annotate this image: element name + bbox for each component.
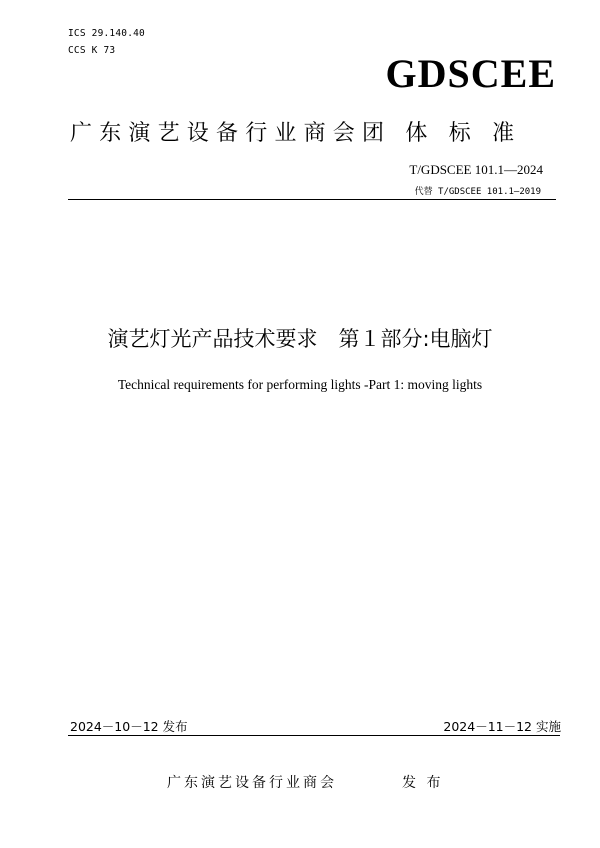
standard-number: T/GDSCEE 101.1—2024 — [409, 162, 543, 177]
organization-logo-text: GDSCEE — [385, 51, 556, 96]
publisher-name: 广东演艺设备行业商会 — [167, 775, 337, 791]
standard-type-heading: 广东演艺设备行业商会团 体 标 准 — [70, 121, 522, 146]
document-title-english: Technical requirements for performing lights -Part 1: moving lights — [117, 377, 483, 392]
ics-code: ICS 29.140.40 — [68, 28, 145, 39]
issue-date: 2024－10－12 发布 — [70, 719, 188, 734]
footer-divider — [68, 735, 560, 736]
header-divider — [68, 199, 556, 200]
replaces-standard: 代替 T/GDSCEE 101.1—2019 — [414, 187, 541, 197]
document-title-chinese: 演艺灯光产品技术要求 第１部分:电脑灯 — [107, 327, 493, 351]
publish-label: 发 布 — [402, 775, 444, 791]
implementation-date: 2024－11－12 实施 — [443, 719, 561, 734]
ccs-code: CCS K 73 — [68, 45, 116, 56]
